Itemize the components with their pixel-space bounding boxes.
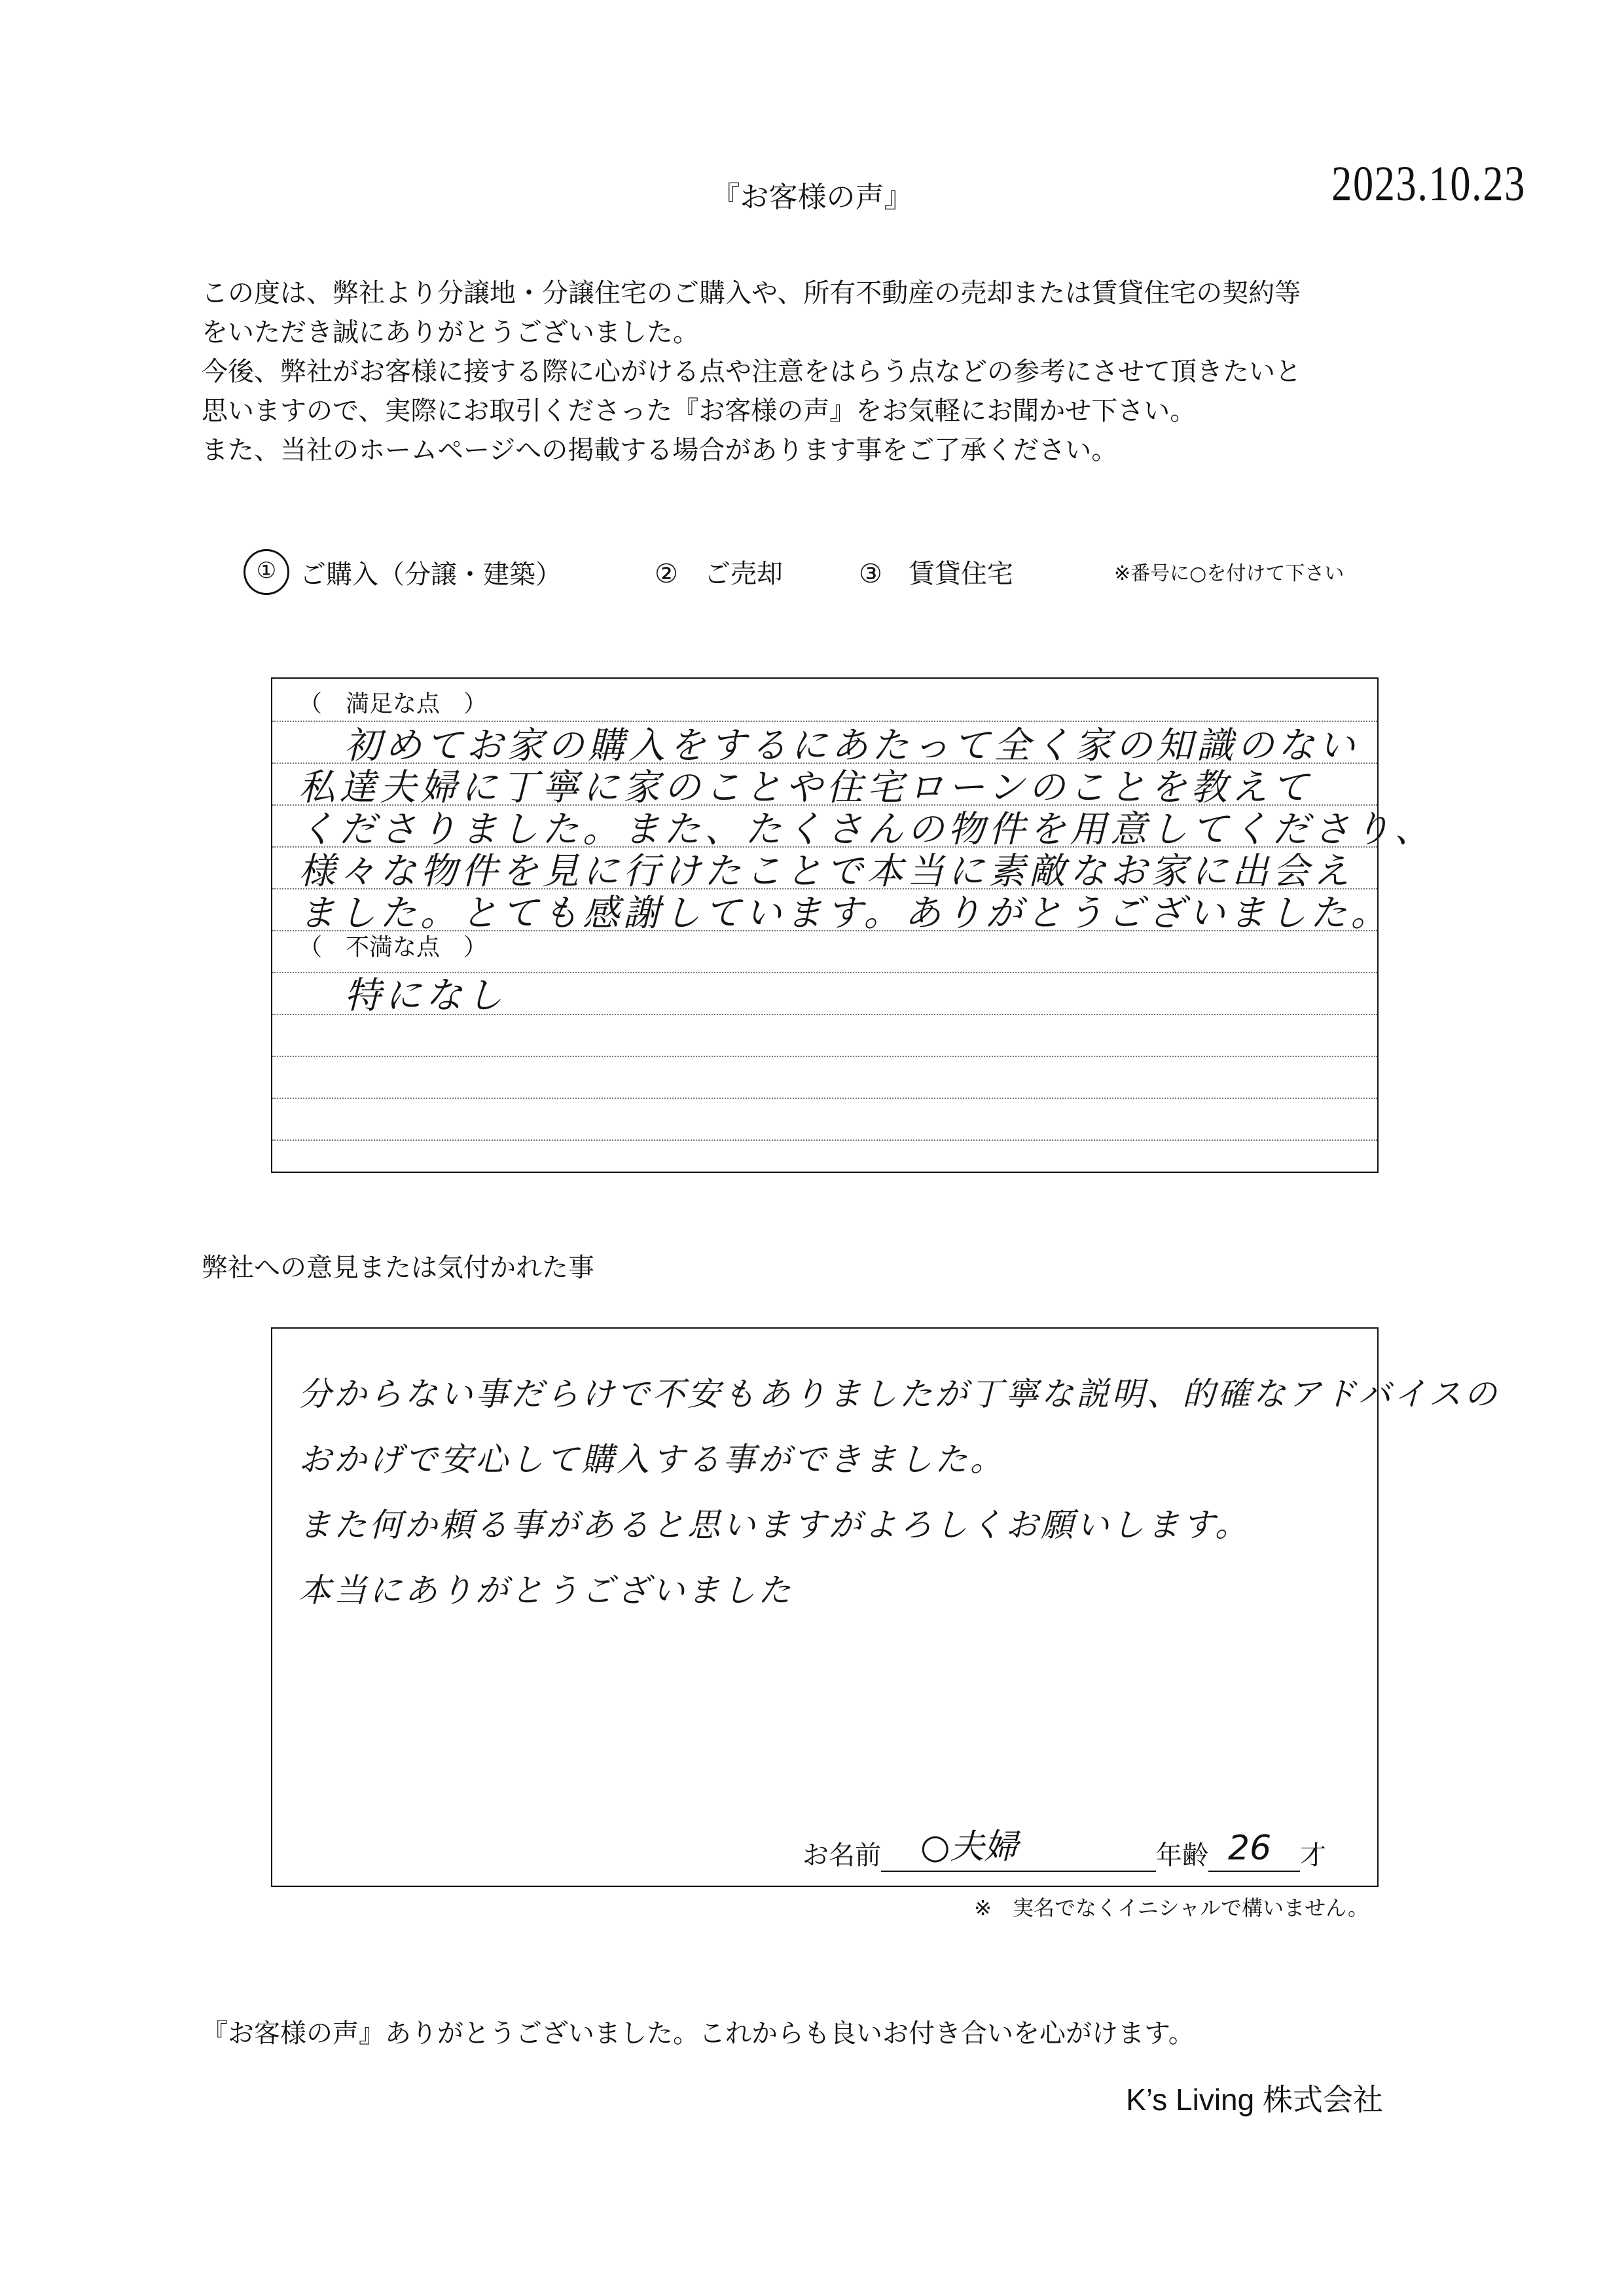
intro-line: 今後、弊社がお客様に接する際に心がける点や注意をはらう点などの参考にさせて頂きたいと — [202, 357, 1301, 387]
age-unit: 才 — [1300, 1840, 1326, 1871]
name-field[interactable] — [881, 1827, 1156, 1872]
opinion-box — [271, 1327, 1500, 1887]
intro-line: をいただき誠にありがとうございました。 — [202, 317, 699, 348]
handwritten-date: 2023.10.23 — [1331, 156, 1526, 211]
opinion-text-line: おかげで安心して購入する事ができました。 — [298, 1441, 1005, 1479]
satisfaction-text-line: くださりました。また、たくさんの物件を用意してくださり、 — [298, 808, 1435, 851]
option-label: ご購入（分譲・建築） — [300, 560, 562, 590]
option-number-circled: ① — [244, 549, 289, 595]
intro-line: この度は、弊社より分譲地・分譲住宅のご購入や、所有不動産の売却または賃貸住宅の契約等 — [202, 278, 1301, 308]
document-title: 『お客様の声』 — [711, 181, 913, 214]
age-value: 26 — [1228, 1829, 1272, 1868]
option-instruction: ※番号に○を付けて下さい — [1114, 562, 1344, 585]
satisfaction-label: （ 満足な点 ） — [298, 691, 488, 717]
opinion-label: 弊社への意見または気付かれた事 — [202, 1253, 594, 1283]
opinion-text-line: また何か頼る事があると思いますがよろしくお願いします。 — [298, 1506, 1250, 1544]
intro-paragraph — [202, 274, 1432, 470]
opinion-text-line: 本当にありがとうございました — [298, 1571, 793, 1609]
age-label: 年齢 — [1156, 1840, 1208, 1871]
age-field[interactable] — [1208, 1829, 1300, 1872]
satisfaction-text-line: 様々な物件を見に行けたことで本当に素敵なお家に出会え — [298, 850, 1354, 893]
name-label: お名前 — [803, 1840, 881, 1871]
signature-row — [803, 1827, 1326, 1872]
option-label: ご売却 — [704, 559, 783, 589]
intro-line: 思いますので、実際にお取引くださった『お客様の声』をお気軽にお聞かせ下さい。 — [202, 396, 1197, 426]
satisfaction-text-line: 初めてお家の購入をするにあたって全く家の知識のない — [344, 725, 1359, 767]
option-number: ② — [655, 559, 678, 589]
satisfaction-text-line: ました。とても感謝しています。ありがとうございました。 — [298, 892, 1392, 935]
option-purchase[interactable] — [244, 553, 562, 599]
closing-message: 『お客様の声』ありがとうございました。これからも良いお付き合いを心がけます。 — [202, 2018, 1195, 2049]
feedback-box — [271, 677, 1435, 1173]
initials-note: ※ 実名でなくイニシャルで構いません。 — [974, 1895, 1369, 1920]
dissatisfaction-text-line: 特になし — [344, 975, 507, 1017]
intro-line: また、当社のホームページへの掲載する場合があります事をご了承ください。 — [202, 435, 1118, 465]
name-value: ○夫婦 — [920, 1827, 1019, 1867]
opinion-text-line: 分からない事だらけで不安もありましたが丁寧な説明、的確なアドバイスの — [298, 1375, 1500, 1413]
option-sale[interactable] — [655, 553, 783, 590]
option-rental[interactable] — [859, 553, 1013, 590]
satisfaction-text-line: 私達夫婦に丁寧に家のことや住宅ローンのことを教えて — [298, 766, 1312, 809]
company-name: K’s Living 株式会社 — [1126, 2083, 1383, 2117]
dissatisfaction-label: （ 不満な点 ） — [298, 934, 488, 961]
option-number: ③ — [859, 559, 882, 589]
option-label: 賃貸住宅 — [908, 559, 1013, 589]
